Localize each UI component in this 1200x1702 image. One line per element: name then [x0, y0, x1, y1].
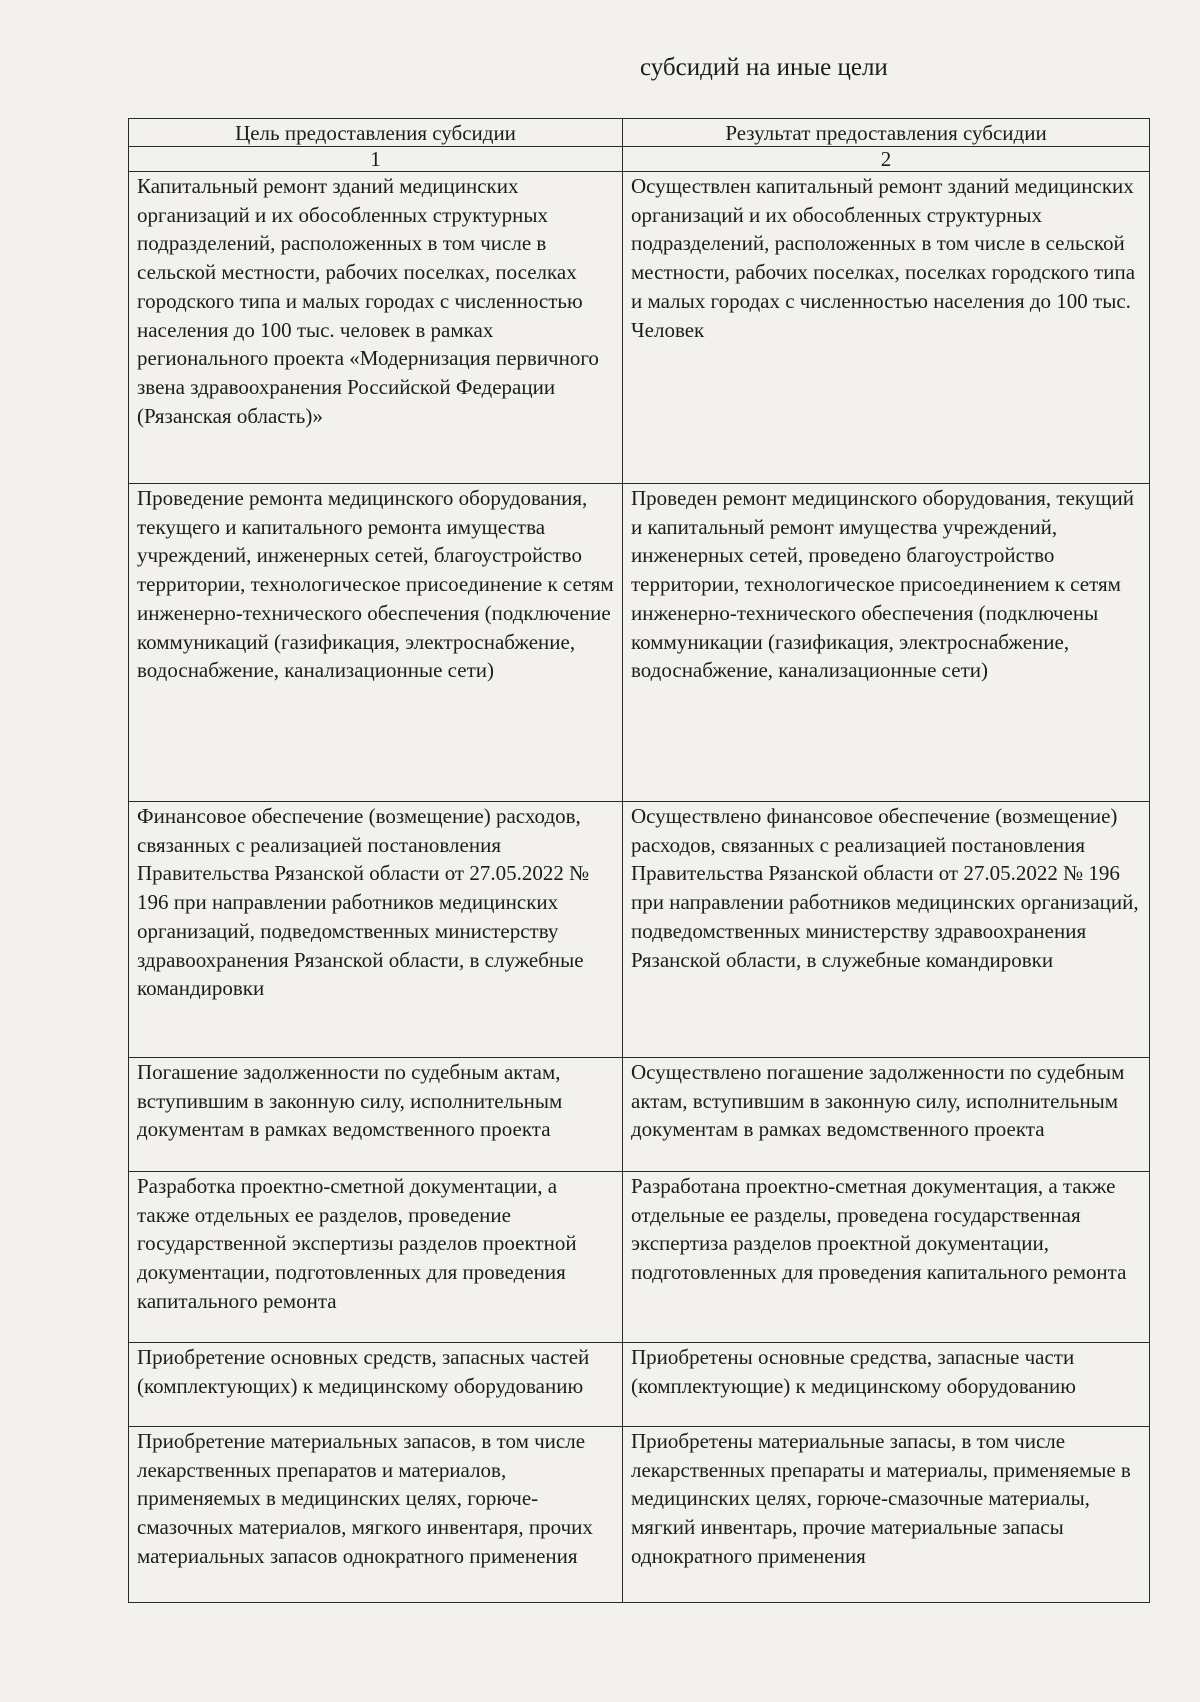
table-row — [129, 1427, 1150, 1603]
result-cell: Осуществлено погашение задолженности по судебным актам, вступившим в законную силу, исполнительным документам в рамках ведомственного проекта — [623, 1058, 1150, 1172]
table-row — [129, 172, 1150, 484]
subsidy-table — [128, 118, 1150, 1603]
table-header-row — [129, 119, 1150, 147]
goal-cell: Финансовое обеспечение (возмещение) расходов, связанных с реализацией постановления Правительства Рязанской области от 27.05.2022 № 196 при направлении работников медицинских организаций, подведомственных министерству здравоохранения Рязанской области, в служебные командировки — [129, 802, 623, 1058]
result-cell: Осуществлено финансовое обеспечение (возмещение) расходов, связанных с реализацией постановления Правительства Рязанской области от 27.05.2022 № 196 при направлении работников медицинских организаций, подведомственных министерству здравоохранения Рязанской области, в служебные командировки — [623, 802, 1150, 1058]
table-row — [129, 802, 1150, 1058]
goal-cell: Приобретение основных средств, запасных частей (комплектующих) к медицинскому оборудованию — [129, 1343, 623, 1427]
header-result: Результат предоставления субсидии — [623, 119, 1150, 147]
header-goal: Цель предоставления субсидии — [129, 119, 623, 147]
table-row — [129, 484, 1150, 802]
table-row — [129, 1343, 1150, 1427]
result-cell: Осуществлен капитальный ремонт зданий медицинских организаций и их обособленных структурных подразделений, расположенных в том числе в сельской местности, рабочих поселках, поселках городского типа и малых городах с численностью населения до 100 тыс. Человек — [623, 172, 1150, 484]
page-heading: субсидий на иные цели — [640, 54, 888, 81]
goal-cell: Приобретение материальных запасов, в том числе лекарственных препаратов и материалов, применяемых в медицинских целях, горюче-смазочных материалов, мягкого инвентаря, прочих материальных запасов однократного применения — [129, 1427, 623, 1603]
column-number-1: 1 — [129, 147, 623, 172]
result-cell: Приобретены материальные запасы, в том числе лекарственных препараты и материалы, применяемые в медицинских целях, горюче-смазочные материалы, мягкий инвентарь, прочие материальные запасы однократного применения — [623, 1427, 1150, 1603]
goal-cell: Погашение задолженности по судебным актам, вступившим в законную силу, исполнительным документам в рамках ведомственного проекта — [129, 1058, 623, 1172]
result-cell: Проведен ремонт медицинского оборудования, текущий и капитальный ремонт имущества учреждений, инженерных сетей, проведено благоустройство территории, технологическое присоединением к сетям инженерно-технического обеспечения (подключены коммуникации (газификация, электроснабжение, водоснабжение, канализационные сети) — [623, 484, 1150, 802]
result-cell: Приобретены основные средства, запасные части (комплектующие) к медицинскому оборудованию — [623, 1343, 1150, 1427]
result-cell: Разработана проектно-сметная документация, а также отдельные ее разделы, проведена государственная экспертиза разделов проектной документации, подготовленных для проведения капитального ремонта — [623, 1172, 1150, 1343]
goal-cell: Проведение ремонта медицинского оборудования, текущего и капитального ремонта имущества учреждений, инженерных сетей, благоустройство территории, технологическое присоединение к сетям инженерно-технического обеспечения (подключение коммуникаций (газификация, электроснабжение, водоснабжение, канализационные сети) — [129, 484, 623, 802]
goal-cell: Капитальный ремонт зданий медицинских организаций и их обособленных структурных подразделений, расположенных в том числе в сельской местности, рабочих поселках, поселках городского типа и малых городах с численностью населения до 100 тыс. человек в рамках регионального проекта «Модернизация первичного звена здравоохранения Российской Федерации (Рязанская область)» — [129, 172, 623, 484]
goal-cell: Разработка проектно-сметной документации, а также отдельных ее разделов, проведение государственной экспертизы разделов проектной документации, подготовленных для проведения капитального ремонта — [129, 1172, 623, 1343]
table-row — [129, 1172, 1150, 1343]
column-number-row — [129, 147, 1150, 172]
column-number-2: 2 — [623, 147, 1150, 172]
table-row — [129, 1058, 1150, 1172]
